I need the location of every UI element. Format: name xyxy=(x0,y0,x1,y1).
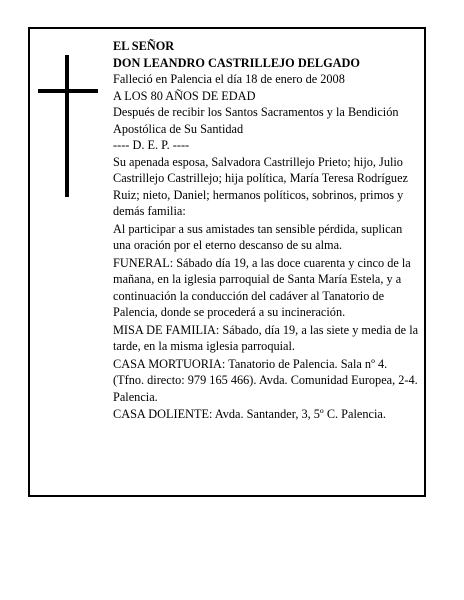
cross-icon xyxy=(38,55,98,197)
age-line: A LOS 80 AÑOS DE EDAD xyxy=(113,88,256,103)
mourning-house-paragraph: CASA DOLIENTE: Avda. Santander, 3, 5º C. Palencia. xyxy=(113,407,386,421)
cross-vertical-bar xyxy=(65,55,69,197)
sacraments-line: Después de recibir los Santos Sacramentos y la Bendición Apostólica de Su Santidad xyxy=(113,105,399,136)
funeral-paragraph: FUNERAL: Sábado día 19, a las doce cuarenta y cinco de la mañana, en la iglesia parroquial de Santa María Estela, y a continuación la conducción del cadáver al Tanatorio de Palencia, donde se procederá a su incineración. xyxy=(113,255,411,319)
deceased-name: DON LEANDRO CASTRILLEJO DELGADO xyxy=(113,55,361,70)
funeral-home-paragraph: CASA MORTUORIA: Tanatorio de Palencia. Sala nº 4. (Tfno. directo: 979 165 466). Avda. Comunidad Europea, 2-4. Palencia. xyxy=(113,356,418,404)
death-date-line: Falleció en Palencia el día 18 de enero de 2008 xyxy=(113,72,345,86)
obituary-text xyxy=(113,38,421,423)
cross-horizontal-bar xyxy=(38,89,98,93)
rip-line: ---- D. E. P. ---- xyxy=(113,138,190,152)
family-paragraph: Su apenada esposa, Salvadora Castrillejo Prieto; hijo, Julio Castrillejo Castrillejo; hija política, María Teresa Rodríguez Ruiz; nieto, Daniel; hermanos políticos, sobrinos, primos y demás familia: xyxy=(113,154,408,218)
prayer-request-paragraph: Al participar a sus amistades tan sensible pérdida, suplican una oración por el eterno descanso de su alma. xyxy=(113,221,403,252)
heading-title: EL SEÑOR xyxy=(113,39,175,53)
family-mass-paragraph: MISA DE FAMILIA: Sábado, día 19, a las siete y media de la tarde, en la misma iglesia parroquial. xyxy=(113,322,419,353)
